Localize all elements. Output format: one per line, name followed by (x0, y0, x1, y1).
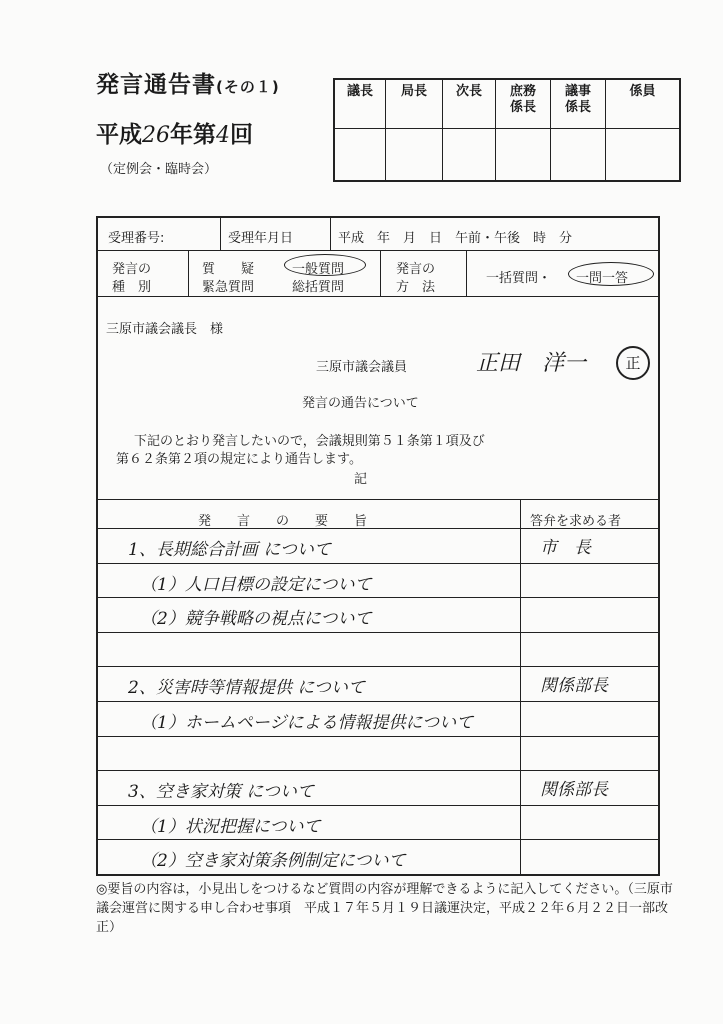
stamp-cell (443, 129, 496, 182)
gist-item-9: （1）状況把握について (140, 816, 321, 837)
approval-col-staff: 係員 (606, 79, 681, 129)
row-rule (98, 563, 658, 564)
method-option-bulk: 一括質問・ (486, 271, 552, 286)
stamp-cell (386, 129, 443, 182)
gist-item-8: 3、空き家対策 について (128, 782, 314, 803)
row-rule (98, 770, 658, 771)
row-rule (98, 736, 658, 737)
answerer-5: 関係部長 (540, 676, 608, 697)
selected-circle (284, 254, 366, 276)
approval-col-general-chief: 庶務 係長 (496, 79, 551, 129)
notice-body-line-2: 第６２条第２項の規定により通告します。 (116, 452, 362, 467)
gist-item-10: （2）空き家対策条例制定について (140, 851, 406, 872)
member-label: 三原市議会議員 (316, 360, 408, 375)
stamp-cell (606, 129, 681, 182)
title-text: 発言通告書 (96, 72, 216, 98)
session-type: （定例会・臨時会） (100, 162, 218, 177)
method-option-one-by-one: 一問一答 (576, 271, 629, 286)
method-label-2: 方 法 (396, 280, 436, 295)
stamp-cell (496, 129, 551, 182)
selected-circle (568, 262, 654, 286)
session-year: 26 (142, 123, 170, 148)
notice-form (96, 216, 660, 876)
approval-col-deputy: 次長 (443, 79, 496, 129)
notice-subject: 発言の通告について (302, 396, 419, 411)
gist-item-6: （1）ホームページによる情報提供について (140, 713, 474, 733)
answerer-1: 市 長 (540, 538, 591, 558)
speech-type-label-2: 種 別 (112, 280, 152, 295)
member-name: 正田 洋一 (476, 351, 587, 376)
personal-seal: 正 (616, 346, 650, 380)
approval-col-director: 局長 (386, 79, 443, 129)
approval-table (333, 78, 681, 182)
gist-item-2: （1）人口目標の設定について (140, 574, 372, 595)
notice-body-line-1: 下記のとおり発言したいので，会議規則第５１条第１項及び (134, 434, 485, 449)
ki-mark: 記 (354, 472, 368, 487)
footnote: ◎要旨の内容は，小見出しをつけるなど質問の内容が理解できるように記入してください。（三原市議会運営に関する申し合わせ事項 平成１７年５月１９日議運決定，平成２２年６月２２日一部改正） (96, 882, 673, 935)
approval-col-chair: 議長 (334, 79, 386, 129)
row-rule (98, 597, 658, 598)
type-option-urgent: 緊急質問 (202, 280, 255, 295)
row-rule (98, 666, 658, 667)
answerer-8: 関係部長 (540, 780, 608, 801)
type-option-question: 質 疑 (202, 262, 255, 277)
type-option-summary: 総括質問 (292, 280, 345, 295)
receipt-number-label: 受理番号: (108, 231, 165, 246)
gist-item-5: 2、災害時等情報提供 について (128, 678, 365, 699)
speech-type-label-1: 発言の (112, 262, 152, 277)
column-gist: 発 言 の 要 旨 (198, 514, 368, 529)
type-option-general: 一般質問 (292, 262, 345, 277)
stamp-cell (334, 129, 386, 182)
gist-item-3: （2）競争戦略の視点について (140, 609, 372, 630)
receipt-date-label: 受理年月日 (228, 231, 294, 246)
row-rule (98, 632, 658, 633)
approval-col-proceedings-chief: 議事 係長 (551, 79, 606, 129)
gist-item-1: 1、長期総合計画 について (128, 540, 331, 560)
method-label-1: 発言の (396, 262, 436, 277)
session-prefix: 平成 (96, 122, 142, 148)
stamp-cell (551, 129, 606, 182)
title-suffix: (その１) (216, 78, 280, 96)
addressee: 三原市議会議長 様 (106, 322, 224, 337)
row-rule (98, 805, 658, 806)
session-mid: 年第 (170, 122, 216, 148)
row-rule (98, 839, 658, 840)
session-suffix: 回 (230, 122, 253, 148)
document-title (96, 66, 280, 99)
column-answerer: 答弁を求める者 (530, 514, 622, 529)
receipt-date-value: 平成 年 月 日 午前・午後 時 分 (338, 231, 573, 246)
session-line (96, 116, 253, 149)
row-rule (98, 701, 658, 702)
session-number: 4 (216, 123, 230, 148)
